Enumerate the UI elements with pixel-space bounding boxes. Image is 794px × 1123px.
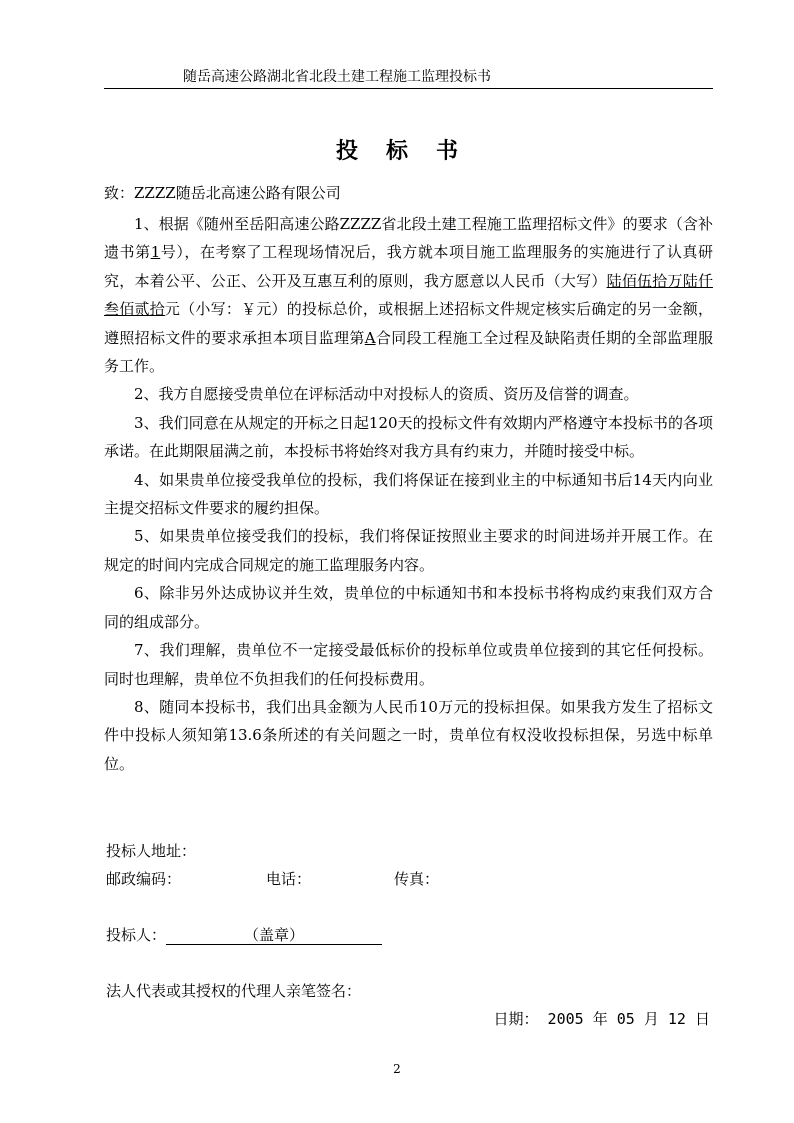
bid-amount-words: 陆佰伍拾万陆仟叁佰贰拾 bbox=[104, 271, 713, 319]
document-title: 投标书 bbox=[335, 138, 486, 164]
header-divider bbox=[104, 88, 713, 89]
paragraph-4: 4、如果贵单位接受我单位的投标，我们将保证在接到业主的中标通知书后14天内向业主提交招标文件要求的履约担保。 bbox=[104, 470, 713, 518]
date-line bbox=[494, 1008, 711, 1029]
p1-text-g: 合同段工程施工全过程及缺陷责任期的全部监理服务工作。 bbox=[104, 328, 713, 376]
bidder-address-label: 投标人地址： bbox=[106, 842, 197, 860]
date-year: 2005 bbox=[547, 1010, 584, 1028]
p1-text-a: 1、根据《随州至岳阳高速公路ZZZZ省北段土建工程施工监理招标文件》的要求（含补遗书第 bbox=[104, 215, 713, 262]
paragraph-7: 7、我们理解，贵单位不一定接受最低标价的投标单位或贵单位接到的其它任何投标。同时也理解，贵单位不负担我们的任何投标费用。 bbox=[104, 641, 713, 688]
paragraph-2: 2、我方自愿接受贵单位在评标活动中对投标人的资质、资历及信誉的调查。 bbox=[134, 385, 639, 404]
date-month: 05 bbox=[616, 1010, 635, 1028]
letter-body bbox=[104, 210, 713, 778]
running-header: 随岳高速公路湖北省北段土建工程施工监理投标书 bbox=[183, 69, 491, 85]
paragraph-1 bbox=[104, 210, 713, 380]
p1-text-c: 号），在考察了工程现场情况后，我方就本项目施工监理服务的实施进行了认真研究，本着公平、公正、公开及互惠互利的原则，我方愿意以人民币（大写） bbox=[104, 243, 713, 290]
phone-label: 电话： bbox=[266, 870, 312, 888]
paragraph-5: 5、如果贵单位接受我们的投标，我们将保证按照业主要求的时间进场并开展工作。在规定的时间内完成合同规定的施工监理服务内容。 bbox=[104, 527, 713, 574]
addressee-line: 致：ZZZZ随岳北高速公路有限公司 bbox=[104, 184, 341, 202]
paragraph-8: 8、随同本投标书，我们出具金额为人民币10万元的投标担保。如果我方发生了招标文件中投标人须知第13.6条所述的有关问题之一时，贵单位有权没收投标担保，另选中标单位。 bbox=[104, 697, 713, 773]
date-day-unit: 日 bbox=[694, 1010, 710, 1028]
addendum-number: 1 bbox=[150, 243, 161, 262]
signature-label: 法人代表或其授权的代理人亲笔签名： bbox=[106, 982, 362, 1000]
date-label: 日期： bbox=[493, 1010, 539, 1028]
postcode-label: 邮政编码： bbox=[106, 870, 182, 888]
paragraph-3: 3、我们同意在从规定的开标之日起120天的投标文件有效期内严格遵守本投标书的各项承诺。在此期限届满之前，本投标书将始终对我方具有约束力，并随时接受中标。 bbox=[104, 413, 713, 461]
p1-text-e: 元（小写：￥元）的投标总价，或根据上述招标文件规定核实后确定的另一金额，遵照招标文件的要求承担本项目监理第 bbox=[104, 300, 713, 347]
date-month-unit: 月 bbox=[643, 1010, 659, 1028]
bidder-line bbox=[106, 924, 382, 945]
page-number: 2 bbox=[393, 1062, 401, 1076]
paragraph-6: 6、除非另外达成协议并生效，贵单位的中标通知书和本投标书将构成约束我们双方合同的组成部分。 bbox=[104, 584, 713, 631]
date-year-unit: 年 bbox=[592, 1010, 608, 1028]
seal-field: （盖章） bbox=[166, 926, 382, 945]
bidder-label: 投标人： bbox=[106, 926, 167, 944]
date-day: 12 bbox=[667, 1010, 686, 1028]
fax-label: 传真： bbox=[394, 870, 440, 888]
contract-section: A bbox=[364, 328, 376, 347]
